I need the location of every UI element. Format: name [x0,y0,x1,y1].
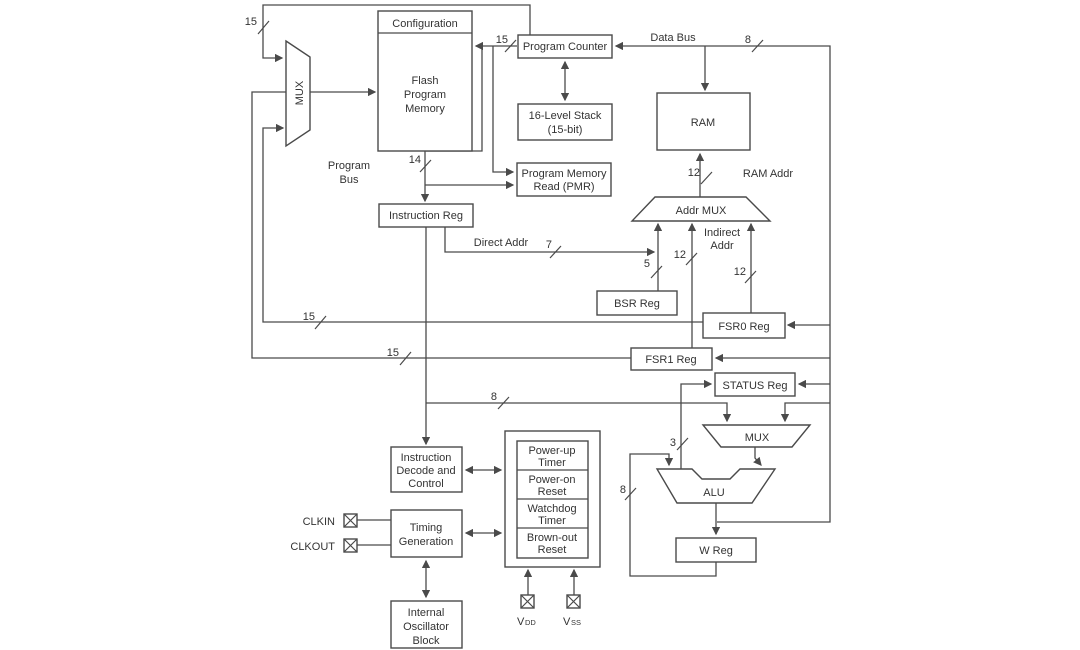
vdd-label-sub: DD [525,618,536,627]
configuration-label: Configuration [392,18,458,30]
width-12-fsr1: 12 [673,249,686,261]
status-reg-label: STATUS Reg [722,380,788,392]
direct-addr-label: Direct Addr [473,237,529,249]
instruction-reg-label: Instruction Reg [389,210,463,222]
width-8-alubus: 8 [490,391,497,403]
clkin-pin-icon [344,514,357,527]
wire-databus-branch-to-mux [785,403,830,421]
vdd-label: V [517,616,525,628]
width-3-status: 3 [669,437,676,449]
program-bus-label-line2: Bus [339,174,359,186]
program-counter-label: Program Counter [522,41,608,53]
internal-oscillator-label-line3: Block [412,635,440,647]
instruction-decode-label-line3: Control [408,478,444,490]
watchdog-timer-label-line1: Watchdog [527,503,577,515]
stack-label-line1: 16-Level Stack [528,110,602,122]
flash-label-line2: Program [403,89,447,101]
width-5-bsr: 5 [643,258,650,270]
width-7-direct: 7 [545,239,552,251]
clkout-label: CLKOUT [290,541,335,553]
watchdog-timer-label-line2: Timer [538,515,566,527]
tick-5-bsr [651,266,662,278]
powerup-timer-label-line2: Timer [538,457,566,469]
width-14-programbus: 14 [408,154,421,166]
internal-oscillator-label-line1: Internal [407,607,445,619]
ram-addr-label: RAM Addr [742,168,794,180]
w-reg-label: W Reg [699,545,733,557]
width-15-pc: 15 [495,34,508,46]
powerup-timer-label-line1: Power-up [528,445,576,457]
brownout-reset-label-line2: Reset [537,544,567,556]
width-8-wreg: 8 [619,484,626,496]
vss-label: V [563,616,571,628]
clkin-label: CLKIN [302,516,335,528]
tick-3-status [677,438,688,450]
brownout-reset-label-line1: Brown-out [526,532,578,544]
vdd-pin-icon [521,595,534,608]
tick-12-ramaddr [701,172,712,184]
ram-label: RAM [690,117,716,129]
right-mux-label: MUX [744,432,770,444]
instruction-decode-label-line2: Decode and [396,465,456,477]
program-bus-label-line1: Program [327,160,371,172]
width-12-ramaddr: 12 [687,167,700,179]
fsr1-reg-label: FSR1 Reg [645,354,697,366]
stack-label-line2: (15-bit) [547,124,583,136]
wire-pc-branch-to-pmr [493,46,513,172]
internal-oscillator-label-line2: Oscillator [403,621,449,633]
instruction-decode-label-line1: Instruction [400,452,452,464]
poweron-reset-label-line1: Power-on [528,474,576,486]
indirect-addr-label-line2: Addr [710,240,734,252]
wire-8bus-to-mux [426,403,727,421]
wire-mux-to-alu [755,447,761,465]
width-15-top: 15 [244,16,257,28]
width-12-fsr0: 12 [733,266,746,278]
flash-label-line1: Flash [411,75,439,87]
bus-width-numbers [245,16,751,496]
vss-pin-icon [567,595,580,608]
bsr-reg-label: BSR Reg [614,298,660,310]
width-15-fsr0: 15 [302,311,315,323]
data-bus-label: Data Bus [650,32,696,44]
timing-generation-label-line1: Timing [409,522,443,534]
clkout-pin-icon [344,539,357,552]
pmr-label-line1: Program Memory [521,168,607,180]
addr-mux-label: Addr MUX [675,205,727,217]
vss-label-sub: SS [571,618,582,627]
left-mux-label: MUX [294,80,306,106]
width-15-fsr1: 15 [386,347,399,359]
indirect-addr-label-line1: Indirect [703,227,741,239]
alu-label: ALU [703,487,725,499]
pmr-label-line2: Read (PMR) [533,181,595,193]
flash-label-line3: Memory [405,103,445,115]
timing-generation-label-line2: Generation [398,536,454,548]
width-8-databus: 8 [744,34,751,46]
poweron-reset-label-line2: Reset [537,486,567,498]
fsr0-reg-label: FSR0 Reg [718,321,770,333]
